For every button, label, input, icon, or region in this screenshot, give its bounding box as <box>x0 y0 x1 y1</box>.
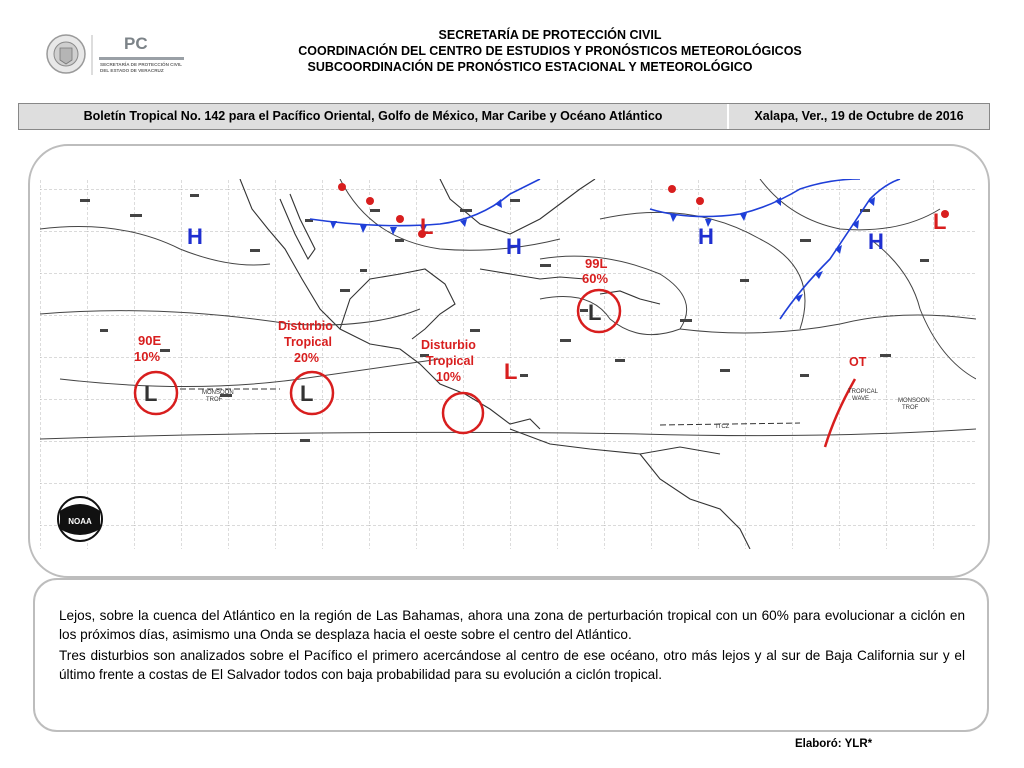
monsoon-label-2b: TROF <box>902 405 919 411</box>
disturbance-1-line1: Disturbio <box>278 319 333 333</box>
low-pressure-ne: L <box>420 214 434 239</box>
system-90e-prob: 10% <box>134 349 161 364</box>
low-90e: L <box>144 381 158 406</box>
system-99l-name: 99L <box>585 256 608 271</box>
bulletin-date: Xalapa, Ver., 19 de Octubre de 2016 <box>754 109 964 123</box>
system-99l-prob: 60% <box>582 271 609 286</box>
disturbance-2-prob: 10% <box>436 370 462 384</box>
author-credit: Elaboró: YLR* <box>795 738 873 750</box>
logo-text: PC <box>124 34 148 53</box>
description-box <box>33 578 989 732</box>
low-pressure-atlantic: L <box>933 209 947 234</box>
bulletin-title: Boletín Tropical No. 142 para el Pacífico Oriental, Golfo de México, Mar Caribe y Océano Atlántico <box>19 104 729 129</box>
disturbance-2-line1: Disturbio <box>421 338 476 352</box>
bulletin-title-bar <box>18 103 990 130</box>
high-pressure-1: H <box>187 224 203 249</box>
itcz-label: ITCZ <box>716 424 730 430</box>
description-paragraph-1: Lejos, sobre la cuenca del Atlántico en la región de Las Bahamas, ahora una zona de perturbación tropical con un 60% para evolucionar a ciclón en los próximos días, asimismo una Onda se desplaza hacia el oeste sobre el centro del Atlántico. <box>59 608 965 642</box>
logo-caption-1: SECRETARÍA DE PROTECCIÓN CIVIL <box>100 62 182 67</box>
header-line-2: COORDINACIÓN DEL CENTRO DE ESTUDIOS Y PRONÓSTICOS METEOROLÓGICOS <box>298 44 802 58</box>
monsoon-label-1b: TROF <box>206 397 223 403</box>
system-90e-name: 90E <box>138 333 162 348</box>
noaa-logo-text: NOAA <box>68 517 92 526</box>
tropical-wave-text-2: WAVE <box>852 396 870 402</box>
surface-analysis-map <box>40 179 976 549</box>
header-line-3: SUBCOORDINACIÓN DE PRONÓSTICO ESTACIONAL Y METEOROLÓGICO <box>307 60 753 74</box>
logo-caption-2: DEL ESTADO DE VERACRUZ <box>100 68 164 73</box>
monsoon-label-1: MONSOON <box>202 390 234 396</box>
disturbance-1-prob: 20% <box>294 351 320 365</box>
description-paragraph-2: Tres disturbios son analizados sobre el Pacífico el primero acercándose al centro de ese océano, otro más lejos y al sur de Baja California sur y el último frente a costas de El Salvador todos con baja probabilidad para su evolución a ciclón tropical. <box>59 648 965 682</box>
monsoon-label-2: MONSOON <box>898 398 930 404</box>
disturbance-1-line2: Tropical <box>284 335 332 349</box>
header-line-1: SECRETARÍA DE PROTECCIÓN CIVIL <box>438 28 662 42</box>
tropical-wave-text-1: TROPICAL <box>848 389 879 395</box>
high-pressure-4: H <box>868 229 884 254</box>
disturbance-2-line2: Tropical <box>426 354 474 368</box>
tropical-wave-label: OT <box>849 355 867 369</box>
low-99l: L <box>588 300 602 325</box>
low-pressure-caribbean: L <box>504 359 518 384</box>
high-pressure-2: H <box>506 234 522 259</box>
noaa-logo <box>58 497 102 541</box>
high-pressure-3: H <box>698 224 714 249</box>
low-disturbance-1: L <box>300 381 314 406</box>
weather-map-frame <box>28 144 990 578</box>
